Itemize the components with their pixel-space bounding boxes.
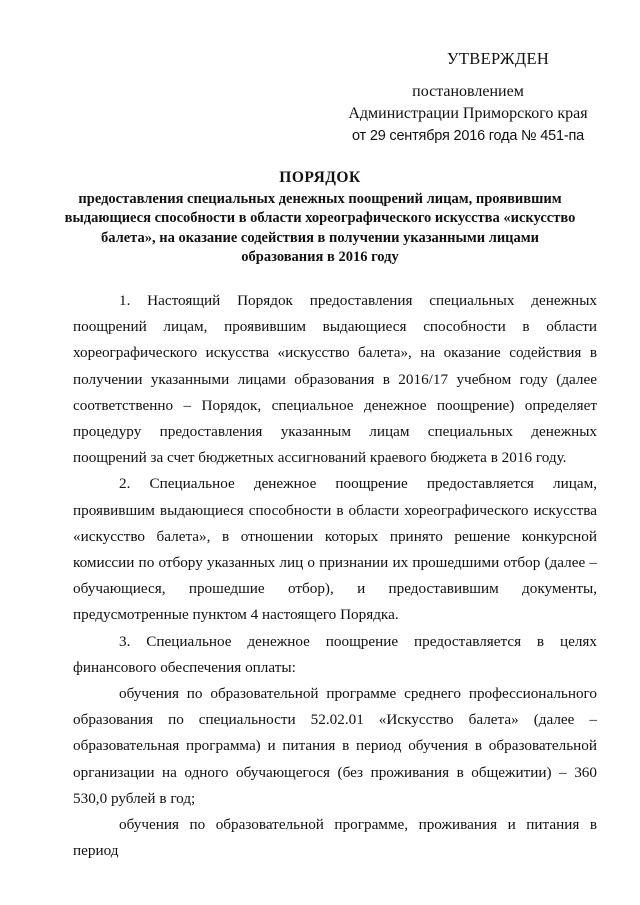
paragraph-1: 1. Настоящий Порядок предоставления специальных денежных поощрений лицам, проявившим выдающиеся способности в области хореографического искусства «искусство балета», на оказание содействия в получении указанными лицами образования в 2016/17 учебном году (далее соответственно – Порядок, специальное денежное поощрение) определяет процедуру предоставления указанным лицам специальных денежных поощрений за счет бюджетных ассигнований краевого бюджета в 2016 году. xyxy=(73,292,597,467)
approval-line-administration: Администрации Приморского края xyxy=(348,105,588,122)
document-title xyxy=(60,168,580,268)
document-body xyxy=(73,288,597,864)
paragraph-2: 2. Специальное денежное поощрение предоставляется лицам, проявившим выдающиеся способности в области хореографического искусства «искусство балета», в отношении которых принято решение конкурсной комиссии по отбору указанных лиц о признании их прошедшими отбор (далее – обучающиеся, прошедшие отбор), и предоставившим документы, предусмотренные пунктом 4 настоящего Порядка. xyxy=(73,475,597,624)
title-heading: ПОРЯДОК xyxy=(279,169,361,186)
paragraph-3: 3. Специальное денежное поощрение предоставляется в целях финансового обеспечения оплаты: xyxy=(73,632,597,676)
paragraph-3-item-1: обучения по образовательной программе среднего профессионального образования по специальности 52.02.01 «Искусство балета» (далее – образовательная программа) и питания в период обучения в образовательной организации на одного обучающегося (без проживания в общежитии) – 360 530,0 рублей в год; xyxy=(73,685,597,807)
approval-line-date: от 29 сентября 2016 года № 451-па xyxy=(352,128,584,144)
title-subtitle: предоставления специальных денежных поощрений лицам, проявившим выдающиеся способности в области хореографического искусства «искусство балета», на оказание содействия в получении указанными лицами образования в 2016 году xyxy=(64,190,576,265)
approved-label: УТВЕРЖДЕН xyxy=(446,49,550,68)
approval-line-resolution: постановлением xyxy=(412,83,524,100)
approval-stamp xyxy=(338,48,598,147)
paragraph-3-item-2: обучения по образовательной программе, проживания и питания в период xyxy=(73,816,597,860)
